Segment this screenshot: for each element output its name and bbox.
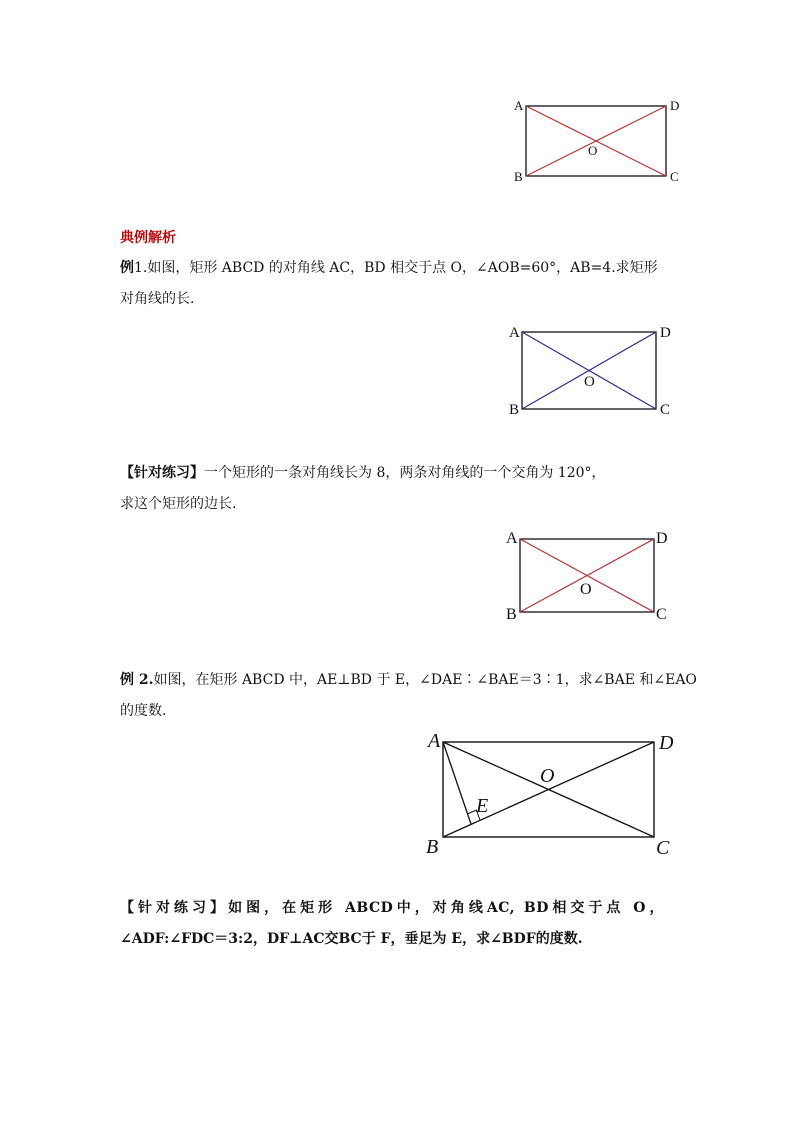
figure-1-svg: [510, 95, 680, 190]
practice-1: [120, 458, 606, 520]
figure-2-label-b: B: [509, 402, 520, 418]
figure-2-label-o: O: [584, 374, 595, 390]
figure-4-segment-ae: [443, 742, 471, 824]
example-2-text-1: 如图，在矩形 ABCD 中，AE⊥BD 于 E，∠DAE∶∠BAE＝3∶1，求∠BAE 和∠EAO: [153, 672, 697, 688]
figure-4-label-e: E: [476, 795, 489, 817]
figure-4-label-o: O: [540, 765, 555, 787]
practice-2-text-1: 如图，在矩形 ABCD中，对角线AC, BD相交于点 O，: [228, 900, 664, 916]
figure-3-label-o: O: [580, 581, 592, 598]
figure-2-label-d: D: [660, 325, 671, 341]
example-2-line-1: [120, 665, 697, 696]
practice-2-line-2: ∠ADF:∠FDC＝3:2，DF⊥AC交BC于 F，垂足为 E，求∠BDF的度数.: [120, 931, 583, 947]
figure-4-label-d: D: [659, 732, 674, 754]
figure-2-svg: [506, 320, 681, 420]
figure-2-rectangle: [506, 320, 681, 420]
practice-1-line-1: [120, 458, 606, 489]
example-1: [120, 253, 658, 315]
practice-1-label: 【针对练习】: [120, 465, 204, 481]
practice-2: [120, 893, 664, 955]
example-1-text-1: 1.如图，矩形 ABCD 的对角线 AC，BD 相交于点 O，∠AOB=60°，AB=4.求矩形: [134, 260, 658, 276]
figure-4-label-c: C: [656, 837, 670, 859]
example-2: [120, 665, 697, 727]
figure-2-label-c: C: [660, 402, 671, 418]
example-2-label: 例 2.: [120, 672, 154, 688]
figure-3-label-d: D: [656, 530, 668, 547]
figure-1-label-o: O: [588, 143, 598, 158]
figure-3-rectangle: [502, 527, 682, 627]
figure-3-label-b: B: [506, 606, 517, 623]
figure-4-rectangle: [420, 725, 685, 865]
section-heading: 典例解析: [120, 230, 176, 246]
figure-1-label-a: A: [514, 98, 524, 113]
figure-2-label-a: A: [509, 325, 520, 341]
figure-3-svg: [502, 527, 682, 627]
example-2-line-2: 的度数.: [120, 703, 167, 719]
figure-1-label-d: D: [670, 98, 680, 113]
figure-4-label-a: A: [428, 730, 441, 752]
practice-1-line-2: 求这个矩形的边长.: [120, 496, 237, 512]
figure-1-label-c: C: [670, 169, 679, 184]
practice-1-text-1: 一个矩形的一条对角线长为 8，两条对角线的一个交角为 120°，: [204, 465, 606, 481]
example-1-line-1: [120, 253, 658, 284]
example-1-line-2: 对角线的长.: [120, 291, 195, 307]
figure-4-svg: [420, 725, 685, 865]
practice-2-line-1: [120, 893, 664, 924]
figure-4-label-b: B: [426, 836, 439, 858]
example-1-label: 例: [120, 260, 134, 276]
figure-1-rectangle: [510, 95, 680, 190]
figure-3-label-a: A: [506, 530, 518, 547]
figure-3-label-c: C: [656, 606, 667, 623]
practice-2-label: 【针对练习】: [120, 900, 229, 916]
figure-1-label-b: B: [514, 169, 523, 184]
